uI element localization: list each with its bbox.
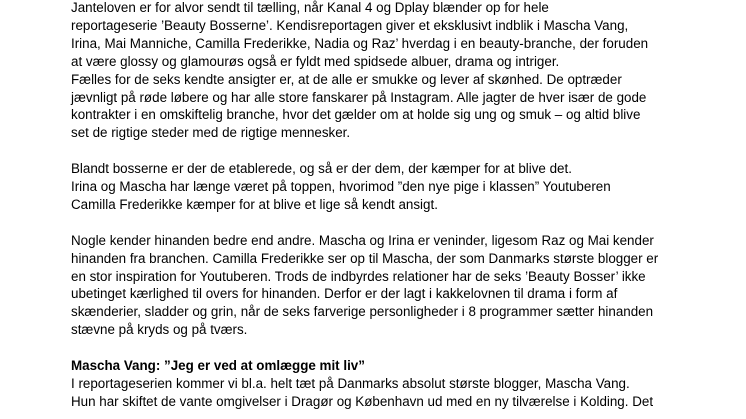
- intro-paragraph: [71, 0, 731, 71]
- text-line: skænderier, sladder og grin, når de seks farverige personligheder i 8 programmer sætter hinanden: [71, 304, 654, 320]
- established-paragraph: [71, 160, 731, 214]
- text-line: at være glossy og glamourøs også er fyldt med spidsede albuer, drama og intriger.: [71, 53, 560, 69]
- text-line: I reportageserien kommer vi bl.a. helt tæt på Danmarks absolut største blogger, Mascha Vang.: [71, 375, 630, 391]
- paragraph-spacer: [71, 339, 731, 357]
- text-line: Fælles for de seks kendte ansigter er, at de alle er smukke og lever af skønhed. De optræder: [71, 71, 622, 87]
- text-line: stævne på kryds og på tværs.: [71, 322, 248, 338]
- text-line: Hun har skiftet de vante omgivelser i Dragør og København ud med en ny tilværelse i Kolding. Det: [71, 393, 654, 409]
- text-line: ubetinget kærlighed til overs for hinanden. Derfor er der lagt i kakkelovnen til drama i form af: [71, 286, 618, 302]
- text-line: set de rigtige steder med de rigtige mennesker.: [71, 125, 351, 141]
- document-body: [71, 0, 731, 411]
- relations-paragraph: [71, 232, 731, 339]
- text-line: Janteloven er for alvor sendt til tælling, når Kanal 4 og Dplay blænder op for hele: [71, 0, 549, 15]
- mascha-section: [71, 357, 731, 411]
- paragraph-spacer: [71, 214, 731, 232]
- text-line: kontrakter i en omskiftelig branche, hvor det gælder om at holde sig ung og smuk – og altid blive: [71, 107, 641, 123]
- text-line: Nogle kender hinanden bedre end andre. Mascha og Irina er veninder, ligesom Raz og Mai kender: [71, 232, 654, 248]
- text-line: Irina og Mascha har længe været på toppen, hvorimod ”den nye pige i klassen” Youtuberen: [71, 179, 611, 195]
- text-line: jævnligt på røde løbere og har alle store fanskarer på Instagram. Alle jagter de hver især de gode: [71, 89, 647, 105]
- text-line: reportageserie ’Beauty Bosserne’. Kendisreportagen giver et eksklusivt indblik i Mascha Vang,: [71, 17, 629, 33]
- text-line: en stor inspiration for Youtuberen. Trods de indbyrdes relationer har de seks ’Beauty Bosser’ ikke: [71, 268, 646, 284]
- text-line: Irina, Mai Manniche, Camilla Frederikke, Nadia og Raz’ hverdag i en beauty-branche, der foruden: [71, 35, 649, 51]
- paragraph-spacer: [71, 142, 731, 160]
- text-line: hinanden fra branchen. Camilla Frederikke ser op til Mascha, der som Danmarks største blogger er: [71, 250, 659, 266]
- common-traits-paragraph: [71, 71, 731, 143]
- text-line: Blandt bosserne er der de etablerede, og så er der dem, der kæmper for at blive det.: [71, 161, 572, 177]
- text-line: Camilla Frederikke kæmper for at blive et lige så kendt ansigt.: [71, 196, 438, 212]
- section-heading: Mascha Vang: ”Jeg er ved at omlægge mit liv”: [71, 358, 365, 374]
